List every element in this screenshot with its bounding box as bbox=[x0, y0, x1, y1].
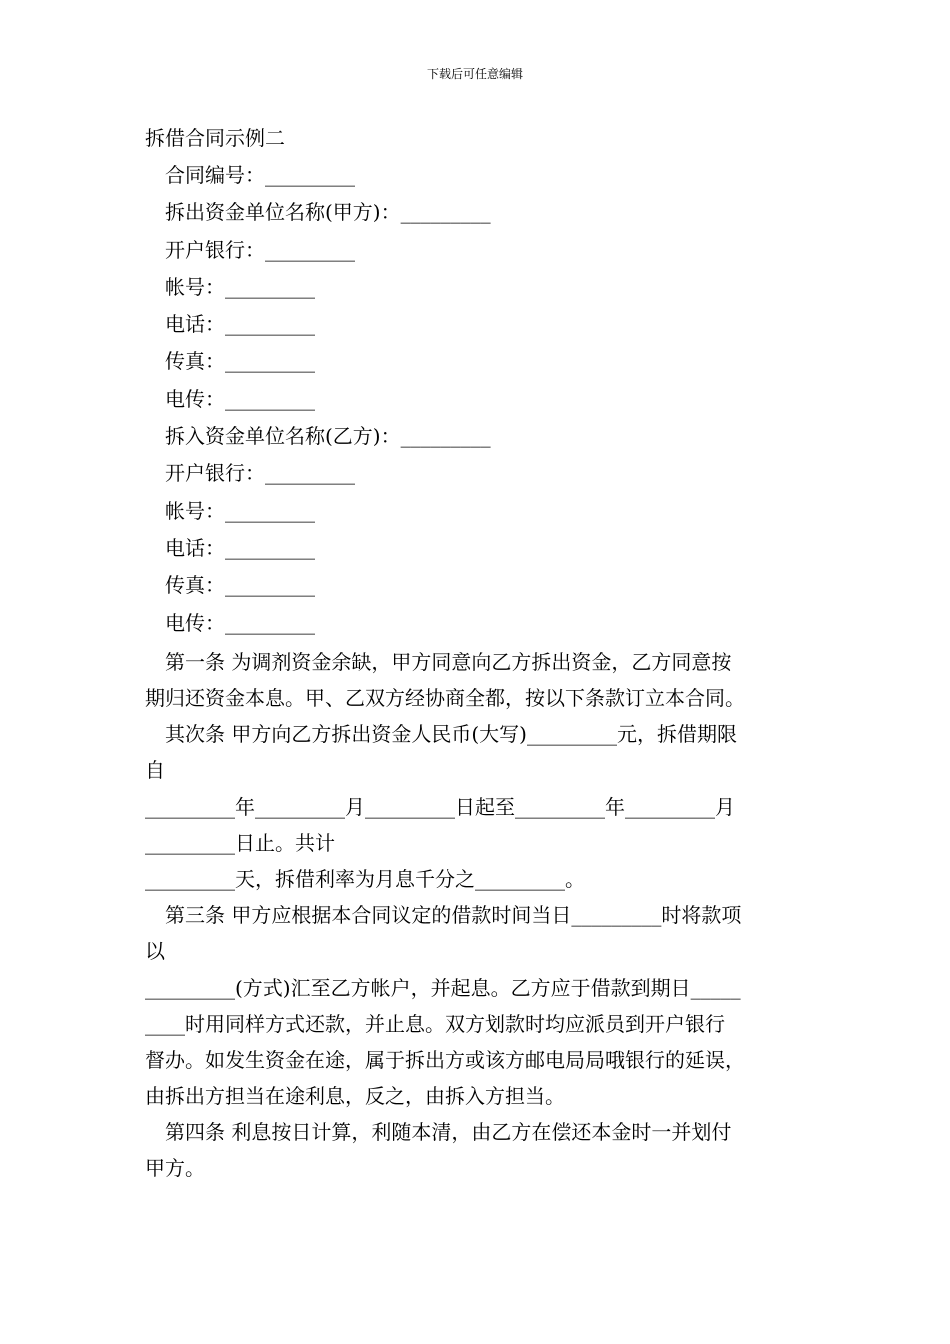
field-lender-bank: 开户银行：_________ bbox=[165, 237, 355, 262]
clause-line: _________(方式)汇至乙方帐户，并起息。乙方应于借款到期日_____ bbox=[145, 975, 741, 1000]
clause-line: _________日止。共计 bbox=[145, 830, 335, 855]
field-lender-telex: 电传：_________ bbox=[165, 386, 315, 411]
clause-line: 第三条 甲方应根据本合同议定的借款时间当日_________时将款项 bbox=[165, 903, 742, 928]
clause-line: 自 bbox=[145, 758, 165, 783]
field-contract-number: 合同编号：_________ bbox=[165, 163, 355, 187]
clause-line: 其次条 甲方向乙方拆出资金人民币(大写)_________元，拆借期限 bbox=[165, 722, 737, 747]
field-lender-name: 拆出资金单位名称(甲方)：_________ bbox=[165, 200, 491, 225]
clause-line: 第一条 为调剂资金余缺，甲方同意向乙方拆出资金，乙方同意按 bbox=[165, 649, 732, 674]
field-borrower-name: 拆入资金单位名称(乙方)：_________ bbox=[165, 424, 491, 449]
clause-line: _________天，拆借利率为月息千分之_________。 bbox=[145, 866, 585, 891]
contract-clauses bbox=[145, 644, 810, 1187]
field-lender-account: 帐号：_________ bbox=[165, 274, 315, 299]
field-borrower-fax: 传真：_________ bbox=[165, 573, 315, 598]
field-lender-fax: 传真：_________ bbox=[165, 349, 315, 374]
field-borrower-bank: 开户银行：_________ bbox=[165, 461, 355, 486]
clause-line: ____时用同样方式还款，并止息。双方划款时均应派员到开户银行 bbox=[145, 1011, 725, 1036]
field-borrower-account: 帐号：_________ bbox=[165, 498, 315, 523]
field-lender-phone: 电话：_________ bbox=[165, 312, 315, 337]
contract-document bbox=[145, 120, 810, 1187]
page-header-note: 下载后可任意编辑 bbox=[426, 67, 523, 81]
clause-line: 甲方。 bbox=[145, 1156, 205, 1181]
clause-line: 由拆出方担当在途利息，反之，由拆入方担当。 bbox=[145, 1084, 565, 1109]
clause-line: 第四条 利息按日计算，利随本清，由乙方在偿还本金时一并划付 bbox=[165, 1120, 732, 1145]
party-fields bbox=[145, 157, 810, 642]
clause-line: 督办。如发生资金在途，属于拆出方或该方邮电局局哦银行的延误， bbox=[145, 1047, 745, 1072]
field-borrower-telex: 电传：_________ bbox=[165, 610, 315, 635]
clause-line: 期归还资金本息。甲、乙双方经协商全都，按以下条款订立本合同。 bbox=[145, 686, 745, 711]
document-title: 拆借合同示例二 bbox=[145, 126, 285, 150]
field-borrower-phone: 电话：_________ bbox=[165, 535, 315, 560]
clause-line: _________年_________月_________日起至_________年_________月 bbox=[145, 794, 735, 819]
clause-line: 以 bbox=[145, 939, 165, 964]
